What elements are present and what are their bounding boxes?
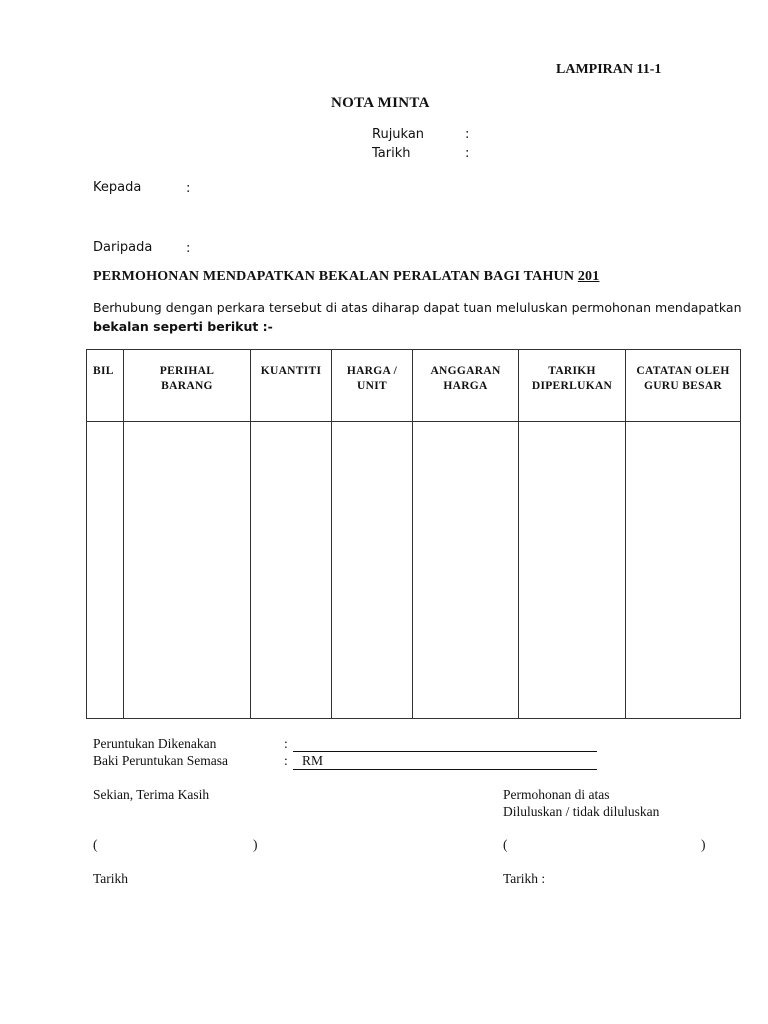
- request-heading-year: 201: [577, 269, 600, 284]
- lampiran-label: LAMPIRAN 11-1: [556, 62, 662, 77]
- col-header-perihal-barang: PERIHAL BARANG: [124, 350, 251, 422]
- cell-tarikh-diperlukan[interactable]: [519, 422, 626, 719]
- items-table: [86, 349, 741, 719]
- cell-perihal-barang[interactable]: [124, 422, 251, 719]
- cell-bil[interactable]: [87, 422, 124, 719]
- cell-catatan-guru-besar[interactable]: [626, 422, 741, 719]
- sekian-text: Sekian, Terima Kasih: [93, 787, 210, 802]
- signature-right-open: (: [503, 837, 508, 852]
- baki-label: Baki Peruntukan Semasa: [93, 753, 228, 768]
- daripada-label: Daripada: [93, 240, 153, 255]
- baki-input-line[interactable]: [293, 769, 597, 770]
- table-header-row: [87, 350, 741, 422]
- col-header-catatan-guru-besar: CATATAN OLEH GURU BESAR: [626, 350, 741, 422]
- signature-left-open: (: [93, 837, 98, 852]
- signature-left-close: ): [253, 837, 258, 852]
- peruntukan-colon: :: [284, 736, 288, 751]
- col-header-kuantiti: KUANTITI: [251, 350, 332, 422]
- tarikh-label: Tarikh: [372, 146, 411, 161]
- cell-kuantiti[interactable]: [251, 422, 332, 719]
- kepada-label: Kepada: [93, 180, 142, 195]
- col-header-bil: BIL: [87, 350, 124, 422]
- daripada-colon: :: [186, 241, 191, 256]
- tarikh-right-label: Tarikh :: [503, 871, 546, 886]
- permohonan-line-2: Diluluskan / tidak diluluskan: [503, 804, 660, 819]
- col-header-tarikh-diperlukan: TARIKH DIPERLUKAN: [519, 350, 626, 422]
- intro-line-2: bekalan seperti berikut :-: [93, 319, 273, 334]
- cell-anggaran-harga[interactable]: [413, 422, 519, 719]
- tarikh-left-label: Tarikh: [93, 871, 129, 886]
- baki-colon: :: [284, 753, 288, 768]
- col-header-anggaran-harga: ANGGARAN HARGA: [413, 350, 519, 422]
- peruntukan-input-line[interactable]: [293, 751, 597, 752]
- table-row: [87, 422, 741, 719]
- rujukan-label: Rujukan: [372, 127, 425, 142]
- request-heading: [93, 269, 599, 285]
- kepada-colon: :: [186, 181, 191, 196]
- col-header-harga-unit: HARGA / UNIT: [332, 350, 413, 422]
- rujukan-colon: :: [465, 127, 470, 142]
- request-heading-text: PERMOHONAN MENDAPATKAN BEKALAN PERALATAN BAGI TAHUN: [93, 269, 578, 284]
- rm-label: RM: [302, 753, 324, 768]
- page-title: NOTA MINTA: [331, 95, 430, 111]
- permohonan-line-1: Permohonan di atas: [503, 787, 610, 802]
- cell-harga-unit[interactable]: [332, 422, 413, 719]
- intro-line-1: Berhubung dengan perkara tersebut di atas diharap dapat tuan meluluskan permohonan mendapatkan: [93, 300, 742, 315]
- tarikh-colon: :: [465, 146, 470, 161]
- signature-right-close: ): [701, 837, 706, 852]
- peruntukan-label: Peruntukan Dikenakan: [93, 736, 217, 751]
